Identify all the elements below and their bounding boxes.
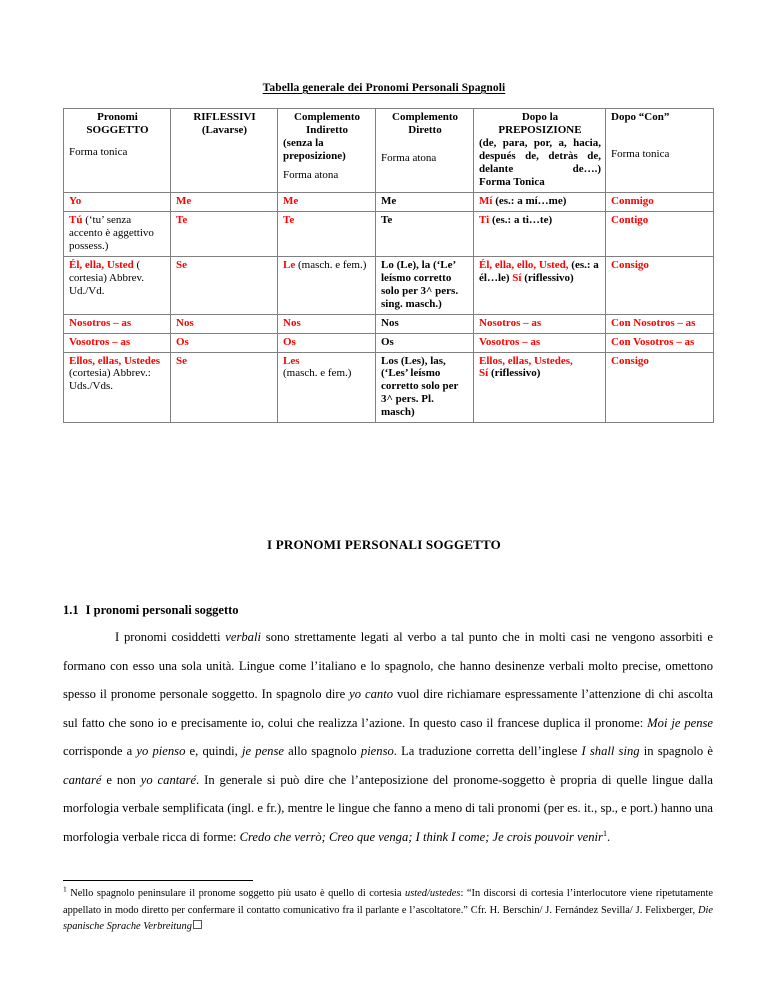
pronoun-black: Los (Les), las, (‘Les’ leísmo corretto solo per 3^ pers. Pl. masch) xyxy=(381,354,459,419)
cell-riflessivi xyxy=(171,211,278,256)
cell-riflessivi xyxy=(171,256,278,314)
document-title-text: Tabella generale dei Pronomi Personali Spagnoli xyxy=(262,82,506,94)
cell-con xyxy=(606,352,714,423)
para-text: . xyxy=(606,829,611,844)
header-note: Forma tonica xyxy=(611,147,670,160)
cell-indiretto xyxy=(278,211,376,256)
pronoun-red: Nos xyxy=(283,316,301,329)
cell-indiretto xyxy=(278,333,376,352)
header-line1: Dopo “Con” xyxy=(611,111,670,123)
spacer xyxy=(381,137,469,146)
pronoun-red: Te xyxy=(176,213,188,226)
header-line2: SOGGETTO xyxy=(86,123,149,136)
cell-indiretto xyxy=(278,192,376,211)
pronoun-note: (es.: a ti…te) xyxy=(489,213,553,226)
para-text: I pronomi cosiddetti xyxy=(115,630,226,644)
para-italic: yo cantaré xyxy=(140,772,197,787)
cell-diretto xyxy=(376,256,474,314)
pronoun-red: Yo xyxy=(69,194,82,207)
spacer xyxy=(69,137,166,146)
pronoun-red: Os xyxy=(283,335,296,348)
cell-preposizione xyxy=(474,333,606,352)
para-italic: cantaré xyxy=(63,772,102,787)
pronoun-black: Os xyxy=(381,335,394,348)
pronoun-red: Vosotros – as xyxy=(69,335,131,348)
pronoun-note-2: (riflessivo) xyxy=(488,367,541,380)
para-italic: Moi je pense xyxy=(647,715,713,730)
table-row xyxy=(64,192,714,211)
footnote-separator xyxy=(63,880,253,881)
table-row xyxy=(64,333,714,352)
header-line2: Diretto xyxy=(408,123,442,136)
cell-con xyxy=(606,192,714,211)
pronoun-note: (‘tu’ senza accento è aggettivo possess.) xyxy=(69,213,154,252)
pronoun-note: (masch. e fem.) xyxy=(283,367,352,380)
cell-indiretto xyxy=(278,256,376,314)
pronoun-black: Me xyxy=(381,194,397,207)
header-line2: Indiretto xyxy=(306,123,348,136)
pronoun-red: Conmigo xyxy=(611,194,654,207)
table-header-riflessivi xyxy=(171,109,278,193)
header-note: Forma atona xyxy=(283,168,339,181)
footnote-part: : “In discorsi di cortesia l’interlocutore viene ripetutamente appellato in modo diretto per confermare il contatto comunicativo fra il parlante e l’ascoltatore.” Cfr. H. Berschin/ J. Fernández Sevilla/ J. Felixberger, xyxy=(63,888,713,916)
pronoun-red: Me xyxy=(283,194,299,207)
header-line1: Complemento xyxy=(294,111,360,123)
pronoun-red: Vosotros – as xyxy=(479,335,541,348)
para-text: . La traduzione corretta dell’inglese xyxy=(393,744,582,758)
pronoun-black: Nos xyxy=(381,316,399,329)
para-text: corrisponde a xyxy=(63,744,137,758)
pronoun-red: Contigo xyxy=(611,213,649,226)
pronoun-note: (es.: a él…le) xyxy=(479,258,599,284)
pronoun-red: Os xyxy=(176,335,189,348)
pronoun-red: Él, ella, Usted xyxy=(69,258,134,271)
cell-riflessivi xyxy=(171,314,278,333)
footnote-italic: Die spanische Sprache Verbreitung xyxy=(63,904,713,932)
pronoun-red: Consigo xyxy=(611,258,649,271)
para-text: sono strettamente legati al verbo a tal punto che in molti casi ne vengono assorbiti e formano con esso una sola unità. Lingue come l’italiano e lo spagnolo, che hanno desinenze verbali molto precise, omettono spesso il pronome personale soggetto. In spagnolo dire xyxy=(63,630,713,701)
cell-riflessivi xyxy=(171,192,278,211)
cell-preposizione xyxy=(474,314,606,333)
cell-preposizione xyxy=(474,256,606,314)
pronoun-red: Nosotros – as xyxy=(479,316,542,329)
cell-diretto xyxy=(376,192,474,211)
footnote-part: Nello spagnolo peninsulare il pronome soggetto più usato è quello di cortesia xyxy=(66,888,406,899)
table-header-dopo-con xyxy=(606,109,714,193)
section-heading: I PRONOMI PERSONALI SOGGETTO xyxy=(267,537,501,552)
para-italic: verbali xyxy=(225,630,261,644)
pronoun-red: Te xyxy=(283,213,295,226)
subsection-number: 1.1 xyxy=(63,603,79,617)
cell-diretto xyxy=(376,352,474,423)
para-italic: yo canto xyxy=(349,687,393,701)
para-text: vuol dire richiamare espressamente l’attenzione di chi ascolta sul fatto che sono io e precisamente io, colui che realizza l’azione. In questo caso il francese duplica il pronome: xyxy=(63,687,713,730)
header-line1: Dopo la xyxy=(521,111,559,123)
cell-soggetto xyxy=(64,352,171,423)
cell-con xyxy=(606,256,714,314)
pronoun-red: Me xyxy=(176,194,192,207)
header-line1: Pronomi xyxy=(97,111,138,123)
para-italic: pienso xyxy=(360,744,394,758)
pronoun-red: Le xyxy=(283,258,296,271)
cell-soggetto xyxy=(64,314,171,333)
cell-soggetto xyxy=(64,333,171,352)
pronoun-note: (masch. e fem.) xyxy=(295,258,367,271)
pronoun-note-2: (riflessivo) xyxy=(521,271,574,284)
pronoun-red: Nos xyxy=(176,316,194,329)
pronoun-note: (cortesia) Abbrev.: Uds./Vds. xyxy=(69,367,151,393)
cell-con xyxy=(606,314,714,333)
cell-riflessivi xyxy=(171,333,278,352)
table-header-row xyxy=(64,109,714,193)
footnote-marker: 1 xyxy=(63,884,67,894)
footnote-italic: usted/ustedes xyxy=(405,888,461,899)
document-title xyxy=(0,82,768,94)
header-line4: Forma Tonica xyxy=(479,175,545,188)
para-text: . In generale si può dire che l’anteposizione del pronome-soggetto è propria di quelle lingue dalla morfologia verbale semplificata (ingl. e fr.), mentre le lingue che fanno a meno di tali pronomi (per es. it., sp., e port.) hanno una morfologia verbale ricca di forme: xyxy=(63,772,713,844)
pronoun-red: Con Nosotros – as xyxy=(611,316,696,329)
para-italic: je pense xyxy=(242,744,284,758)
para-text: in spagnolo è xyxy=(639,744,713,758)
cell-soggetto xyxy=(64,192,171,211)
pronouns-table xyxy=(63,108,714,423)
spacer xyxy=(611,133,709,142)
pronoun-red: Ellos, ellas, Ustedes, xyxy=(479,354,573,367)
cell-con xyxy=(606,211,714,256)
header-note: Forma atona xyxy=(381,151,437,164)
para-italic: I shall sing xyxy=(581,744,640,758)
cell-preposizione xyxy=(474,211,606,256)
header-line1: Complemento xyxy=(392,111,458,123)
cell-indiretto xyxy=(278,352,376,423)
pronoun-red: Consigo xyxy=(611,354,649,367)
header-line2: PREPOSIZIONE xyxy=(498,123,582,136)
pronoun-red: Se xyxy=(176,354,187,367)
pronoun-black: Te xyxy=(381,213,393,226)
para-text: e, quindi, xyxy=(185,744,243,758)
pronoun-red: Con Vosotros – as xyxy=(611,335,695,348)
pronoun-black: Lo (Le), la (‘Le’ leísmo corretto solo per 3^ pers. sing. masch.) xyxy=(381,258,459,310)
footnote-reference[interactable]: 1 xyxy=(602,828,607,838)
header-line3: (senza la preposizione) xyxy=(283,136,346,162)
para-text: allo spagnolo xyxy=(283,744,361,758)
pronoun-red: Nosotros – as xyxy=(69,316,132,329)
cell-preposizione xyxy=(474,192,606,211)
pronoun-red: Él, ella, ello, Usted, xyxy=(479,258,569,271)
pronoun-note: (es.: a mí…me) xyxy=(492,194,567,207)
table-header-dopo-preposizione xyxy=(474,109,606,193)
table-header-complemento-diretto xyxy=(376,109,474,193)
table-row xyxy=(64,211,714,256)
table-header-soggetto xyxy=(64,109,171,193)
table-row xyxy=(64,256,714,314)
pronoun-red: Les xyxy=(283,354,300,367)
cell-con xyxy=(606,333,714,352)
subsection-heading xyxy=(63,603,239,618)
pronoun-note: ( cortesia) Abbrev. Ud./Vd. xyxy=(69,258,145,297)
header-line1: RIFLESSIVI xyxy=(193,111,256,123)
header-line2: (Lavarse) xyxy=(201,123,248,136)
pronoun-red: Tú xyxy=(69,213,83,226)
cell-soggetto xyxy=(64,211,171,256)
pronouns-table-container xyxy=(63,108,713,423)
cell-soggetto xyxy=(64,256,171,314)
header-note: Forma tonica xyxy=(69,145,128,158)
subsection-label: I pronomi personali soggetto xyxy=(85,603,239,617)
cell-diretto xyxy=(376,211,474,256)
cell-indiretto xyxy=(278,314,376,333)
pronoun-red-2: Sí xyxy=(479,367,489,380)
para-italic: Credo che verrò; Creo que venga; I think I come; Je crois pouvoir venir xyxy=(239,829,603,844)
table-row xyxy=(64,352,714,423)
pronoun-red: Ti xyxy=(479,213,490,226)
footnote-text xyxy=(63,886,713,936)
cell-diretto xyxy=(376,333,474,352)
table-row xyxy=(64,314,714,333)
missing-glyph-icon xyxy=(193,920,202,929)
para-italic: yo pienso xyxy=(136,744,186,758)
spacer xyxy=(611,124,709,133)
pronoun-red: Se xyxy=(176,258,187,271)
cell-riflessivi xyxy=(171,352,278,423)
cell-diretto xyxy=(376,314,474,333)
pronoun-red: Mí xyxy=(479,194,493,207)
pronoun-red-2: Sí xyxy=(509,271,522,284)
pronoun-red: Ellos, ellas, Ustedes xyxy=(69,354,161,367)
cell-preposizione xyxy=(474,352,606,423)
para-text: e non xyxy=(101,772,141,787)
body-paragraph xyxy=(63,623,713,851)
header-line3: (de, para, por, a, hacia, después de, detràs de, delante de….) xyxy=(479,136,601,175)
table-header-complemento-indiretto xyxy=(278,109,376,193)
